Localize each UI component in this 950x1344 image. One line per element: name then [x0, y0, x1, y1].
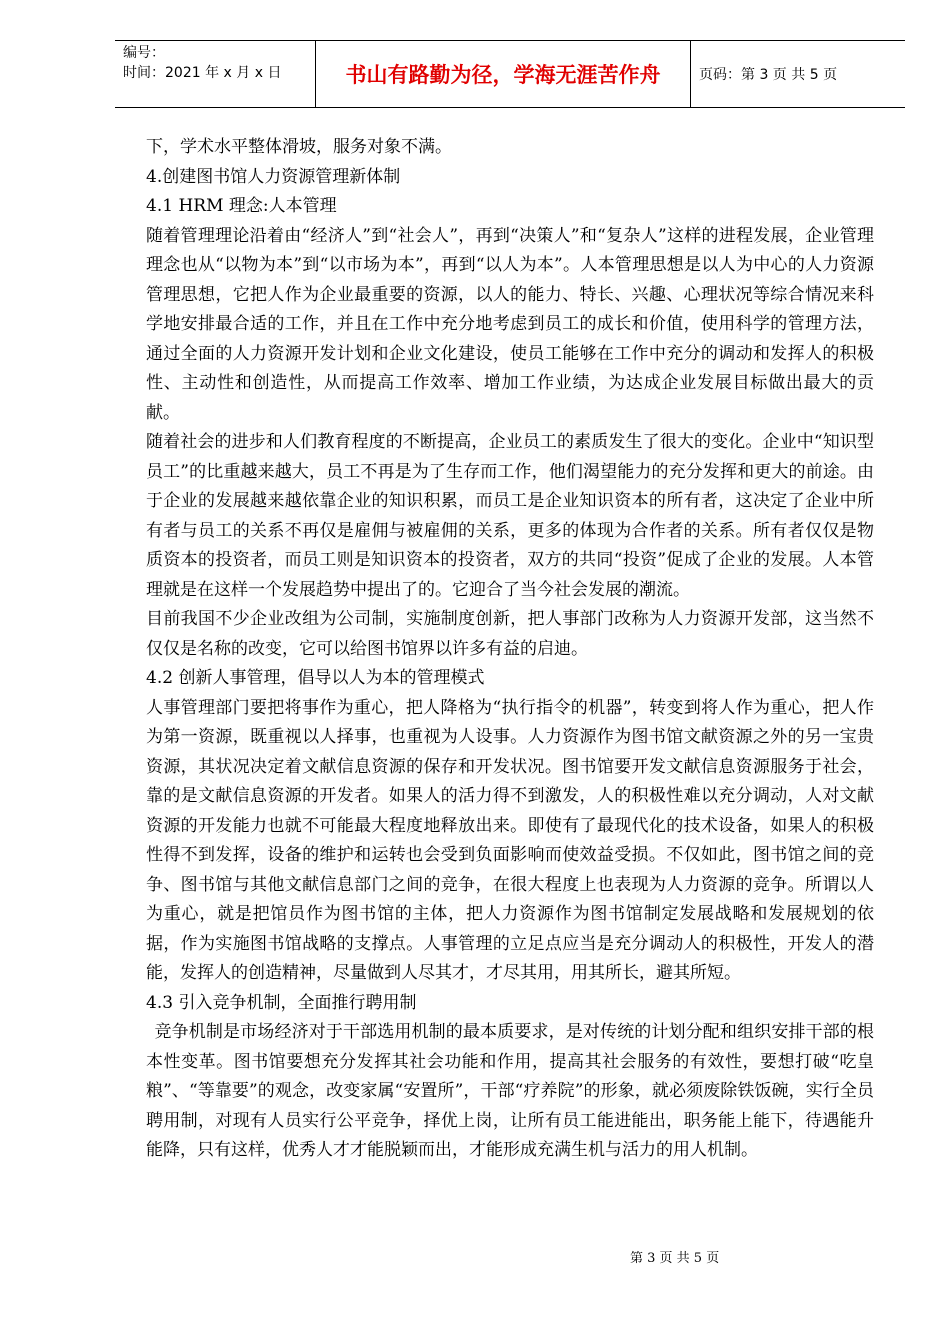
- subsection-heading-4-3: 4.3 引入竞争机制，全面推行聘用制: [146, 992, 417, 1013]
- paragraph: 目前我国不少企业改组为公司制，实施制度创新，把人事部门改称为人力资源开发部，这当然不仅仅是名称的改变，它可以给图书馆界以许多有益的启迪。: [146, 609, 874, 659]
- paragraph: 人事管理部门要把将事作为重心，把人降格为“执行指令的机器”，转变到将人作为重心，把人作为第一资源，既重视以人择事，也重视为人设事。人力资源作为图书馆文献资源之外的另一宝贵资源，其状况决定着文献信息资源的保存和开发状况。图书馆要开发文献信息资源服务于社会，靠的是文献信息资源的开发者。如果人的活力得不到激发，人的积极性难以充分调动，人对文献资源的开发能力也就不可能最大程度地释放出来。即使有了最现代化的技术设备，如果人的积极性得不到发挥，设备的维护和运转也会受到负面影响而使效益受损。不仅如此，图书馆之间的竞争、图书馆与其他文献信息部门之间的竞争，在很大程度上也表现为人力资源的竞争。所谓以人为重心，就是把馆员作为图书馆的主体，把人力资源作为图书馆制定发展战略和发展规划的依据，作为实施图书馆战略的支撑点。人事管理的立足点应当是充分调动人的积极性，开发人的潜能，发挥人的创造精神，尽量做到人尽其才，才尽其用，用其所长，避其所短。: [146, 697, 874, 983]
- paragraph: 竞争机制是市场经济对于干部选用机制的最本质要求，是对传统的计划分配和组织安排干部的根本性变革。图书馆要想充分发挥其社会功能和作用，提高其社会服务的有效性，要想打破“吃皇粮”、“等靠要”的观念，改变家属“安置所”，干部“疗养院”的形象，就必须废除铁饭碗，实行全员聘用制，对现有人员实行公平竞争，择优上岗，让所有员工能进能出，职务能上能下，待遇能升能降，只有这样，优秀人才才能脱颖而出，才能形成充满生机与活力的用人机制。: [146, 1022, 874, 1160]
- document-time-label: 时间：2021 年 x 月 x 日: [123, 65, 282, 81]
- subsection-heading-4-1: 4.1 HRM 理念:人本管理: [146, 196, 337, 216]
- section-heading-4: 4.创建图书馆人力资源管理新体制: [146, 166, 401, 187]
- document-body: [146, 133, 874, 1166]
- page-footer: 第 3 页 共 5 页: [630, 1251, 720, 1266]
- paragraph: 随着管理理论沿着由“经济人”到“社会人”，再到“决策人”和“复杂人”这样的进程发展，企业管理理念也从“以物为本”到“以市场为本”，再到“以人为本”。人本管理思想是以人为中心的人力资源管理思想，它把人作为企业最重要的资源，以人的能力、特长、兴趣、心理状况等综合情况来科学地安排最合适的工作，并且在工作中充分地考虑到员工的成长和价值，使用科学的管理方法，通过全面的人力资源开发计划和企业文化建设，使员工能够在工作中充分的调动和发挥人的积极性、主动性和创造性，从而提高工作效率、增加工作业绩，为达成企业发展目标做出最大的贡献。: [146, 225, 874, 423]
- paragraph-continuation: 下，学术水平整体滑坡，服务对象不满。: [146, 137, 452, 157]
- subsection-heading-4-2: 4.2 创新人事管理，倡导以人为本的管理模式: [146, 668, 485, 688]
- header-motto: 书山有路勤为径，学海无涯苦作舟: [315, 41, 691, 107]
- header-meta: [115, 41, 315, 107]
- document-number-label: 编号：: [123, 45, 165, 61]
- paragraph: 随着社会的进步和人们教育程度的不断提高，企业员工的素质发生了很大的变化。企业中“知识型员工”的比重越来越大，员工不再是为了生存而工作，他们渴望能力的充分发挥和更大的前途。由于企业的发展越来越依靠企业的知识积累，而员工是企业知识资本的所有者，这决定了企业中所有者与员工的关系不再仅是雇佣与被雇佣的关系，更多的体现为合作者的关系。所有者仅仅是物质资本的投资者，而员工则是知识资本的投资者，双方的共同“投资”促成了企业的发展。人本管理就是在这样一个发展趋势中提出了的。它迎合了当今社会发展的潮流。: [146, 432, 874, 600]
- header-page-info: 页码：第 3 页 共 5 页: [699, 67, 838, 83]
- page-header: [115, 40, 905, 108]
